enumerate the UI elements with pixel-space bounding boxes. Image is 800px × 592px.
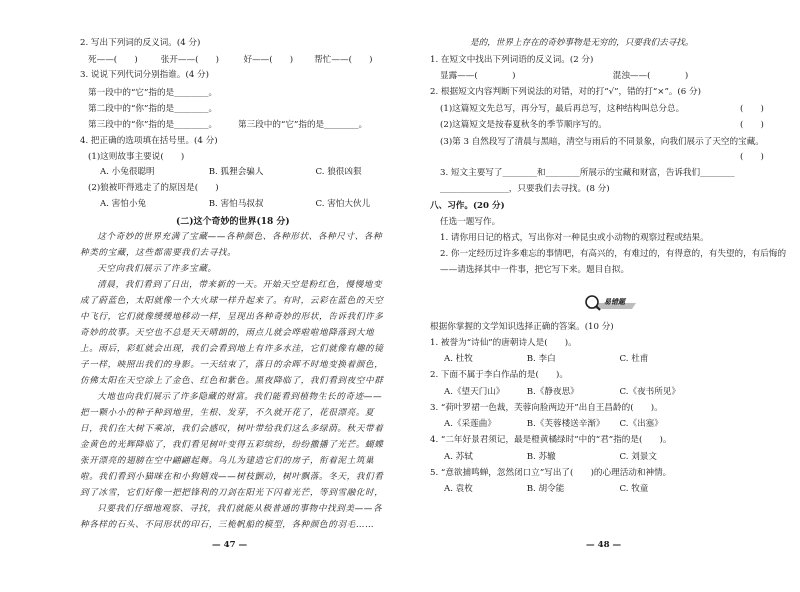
mcq-5-options [444, 484, 764, 495]
section-eight-title: 八、习作。(20 分) [430, 201, 505, 211]
q3-line2: 第二段中的“你”指的是________。 [88, 104, 218, 114]
mcq-3-question: 3. “荷叶罗裙一色裁，芙蓉向脸两边开”出自王昌龄的( )。 [430, 403, 663, 413]
option: B. 害怕马叔叔 [208, 199, 264, 209]
option: C. 牧童 [619, 484, 649, 494]
task-instruction: 任选一题写作。 [440, 217, 501, 227]
q2-s3: (3)第 3 自然段写了清晨与黑暗，清空与雨后的不同景象，向我们展示了天空的宝藏。 [440, 137, 764, 147]
q2-item: 好——( ) [243, 55, 294, 65]
q3-title: 3. 说说下列代词分别指谁。(4 分) [80, 70, 209, 80]
option: A. 袁枚 [444, 484, 473, 494]
q4-s1: (1)这则故事主要说( ) [88, 152, 185, 162]
option: A.《望天门山》 [444, 387, 505, 397]
writing-option-2b: ——请选择其中一件事，把它写下来。题目自拟。 [440, 265, 630, 275]
mcq-intro: 根据你掌握的文学知识选择正确的答案。(10 分) [430, 322, 614, 332]
q4-title: 4. 把正确的选项填在括号里。(4 分) [80, 136, 218, 146]
mcq-2-question: 2. 下面不属于李白作品的是( )。 [430, 370, 568, 380]
mcq-3-options [444, 419, 764, 430]
option: C. 害怕大伙儿 [315, 199, 371, 209]
q3-line3a: 第三段中的“你”指的是________。 [88, 120, 218, 130]
mcq-4-question: 4. “二年好景君须记，最是橙黄橘绿时”中的“君”指的是( )。 [430, 435, 672, 445]
q1-item: 混浊——( ) [612, 71, 689, 81]
paragraph-5: 只要我们仔细地观察、寻找，我们就能从极普通的事物中找到美——各种各样的石头、不同形状的印石，三桅帆船的模型，各种颜色的羽毛…… [80, 504, 383, 530]
q3-line1: 3. 短文主要写了________和________所展示的宝藏和财富，告诉我们________ [440, 168, 735, 178]
continued-text: 是的，世界上存在的奇妙事物是无穷的，只要我们去寻找。 [470, 38, 694, 48]
page-number: — 47 — [212, 540, 248, 550]
option: A. 苏轼 [444, 452, 473, 462]
option: A.《采莲曲》 [444, 419, 496, 429]
q2-item: 帮忙——( ) [314, 55, 373, 65]
page-number: — 48 — [586, 540, 622, 550]
q1-items [440, 71, 760, 82]
q3-line2: ________________，只要我们去寻找。(8 分) [440, 184, 610, 194]
paragraph-2: 天空向我们展示了许多宝藏。 [97, 264, 217, 274]
option: C. 狼很凶狠 [315, 167, 362, 177]
writing-option-2a: 2. 你一定经历过许多难忘的事情吧，有高兴的，有难过的，有得意的，有失望的，有后悔的 [440, 249, 787, 259]
mcq-1-question: 1. 被誉为“诗仙”的唐朝诗人是( )。 [430, 338, 577, 348]
option: B. 李白 [526, 354, 556, 364]
paragraph-3: 清晨，我们看到了日出，带来新的一天。开始天空是粉红色，慢慢地变成了蔚蓝色，太阳就像一个大火球一样升起来了。有时，云彩在蓝色的天空中飞行，它们就像缓缓地移动一样，呈现出各种奇妙的形状，告诉我们许多奇妙的故事。天空也不总是天天晴朗的，雨点儿就会哗啦啦地降落到大地上。雨后，彩虹就会出现，我们会看到地上有许多水洼，它们就像有趣的镜子一样，映照出我们的身影。一天结束了，落日的余晖不时地变换着颜色，仿佛太阳在天空涂上了金色、红色和紫色。黑夜降临了，我们看到夜空中群 [80, 280, 384, 386]
option: C.《夜书所见》 [619, 387, 681, 397]
answer-paren: ( ) [740, 120, 764, 130]
answer-paren: ( ) [740, 104, 764, 114]
q2-items [88, 55, 388, 66]
option: B.《静夜思》 [526, 387, 579, 397]
option: C. 杜甫 [619, 354, 649, 364]
q2-title: 2. 根据短文内容判断下列说法的对错，对的打“√”，错的打“×”。(6 分) [430, 87, 701, 97]
paragraph-1: 这个奇妙的世界充满了宝藏——各种颜色、各种形状、各种尺寸、各种种类的宝藏，这些都需要我们去寻找。 [80, 232, 383, 258]
section-title: (二)这个奇妙的世界(18 分) [176, 217, 290, 227]
q2-title: 2. 写出下列词的反义词。(4 分) [80, 38, 201, 48]
badge-label: 易错题 [604, 297, 625, 306]
q2-s2: (2)这篇短文是按春夏秋冬的季节顺序写的。 [440, 120, 607, 130]
mcq-5-question: 5. “意欲捕鸣蝉，忽然闭口立”写出了( )的心理活动和神情。 [430, 468, 672, 478]
q2-item: 张开——( ) [160, 55, 220, 65]
q4-s2: (2)狼被吓得逃走了的原因是( ) [88, 183, 219, 193]
q2-s1: (1)这篇短文先总写，再分写，最后再总写，这种结构叫总分总。 [440, 104, 685, 114]
option: B. 胡令能 [526, 484, 565, 494]
answer-paren: ( ) [740, 152, 764, 162]
right-page [400, 0, 800, 592]
q4-s1-options [100, 167, 400, 178]
q3-line1: 第一段中的“它”指的是________。 [88, 88, 218, 98]
option: A. 小兔很聪明 [100, 167, 155, 177]
mcq-2-options [444, 387, 764, 398]
option: B. 狐狸会骗人 [208, 167, 264, 177]
q4-s2-options [100, 199, 400, 210]
option: B. 苏辙 [526, 452, 556, 462]
option: A. 害怕小兔 [100, 199, 147, 209]
mcq-1-options [444, 354, 764, 365]
option: A. 杜牧 [444, 354, 473, 364]
q1-item: 显露——( ) [440, 71, 516, 81]
option: C. 刘景文 [619, 452, 657, 462]
error-prone-badge [580, 295, 640, 311]
q2-item: 死——( ) [88, 55, 138, 65]
option: B.《芙蓉楼送辛渐》 [526, 419, 605, 429]
q3-line3b: 第三段中的“它”指的是________。 [238, 120, 368, 130]
mcq-4-options [444, 452, 764, 463]
option: C.《出塞》 [619, 419, 663, 429]
paragraph-4: 大地也向我们展示了许多隐藏的财富。我们能看到植物生长的奇迹——把一颗小小的种子种到地里，生根、发芽，不久就开花了，花很漂亮。夏日，我们在大树下乘凉，我们会感叹，树叶带给我们这么多绿荫。秋天带着金黄色的光辉降临了，我们看见树叶变得五彩缤纷，纷纷撒播了光芒。蝴蝶张开漂亮的翅膀在空中翩翩起舞。鸟儿为建造它们的房子，衔着泥土筑巢啦。我们看到小猫咪在和小狗嬉戏——树枝颤动，树叶飘落。冬天，我们看到了冰雪，它们好像一把把锋利的刀剑在阳光下闪着光芒，等到雪融化时， [80, 392, 384, 498]
writing-option-1: 1. 请你用日记的格式，写出你对一种昆虫或小动物的观察过程或结果。 [440, 233, 709, 243]
q1-title: 1. 在短文中找出下列词语的反义词。(2 分) [430, 55, 594, 65]
